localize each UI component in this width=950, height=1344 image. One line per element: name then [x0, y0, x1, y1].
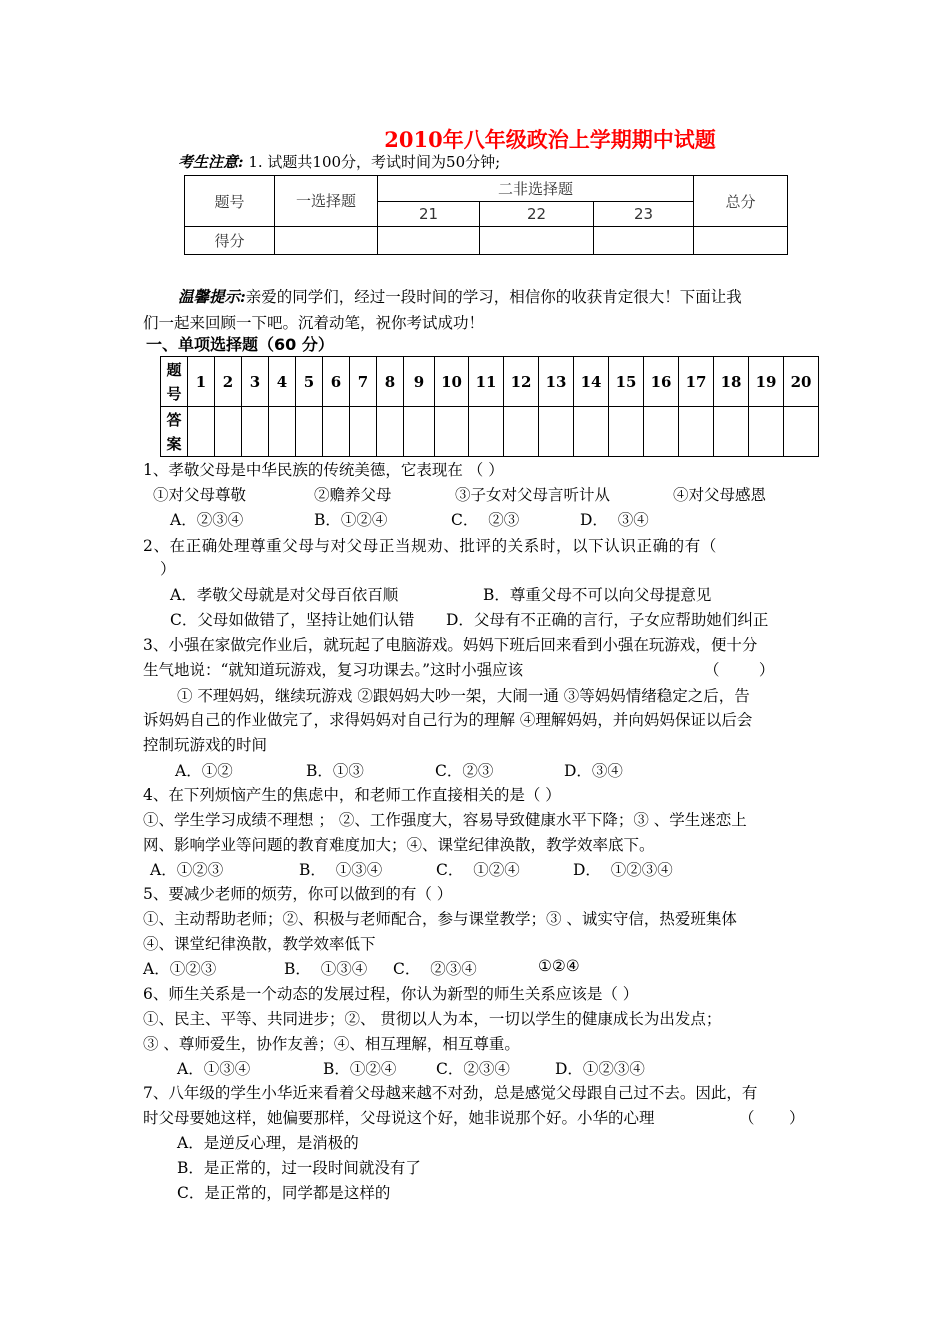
- q4-option: D． ①②③④: [573, 861, 673, 879]
- question-2-stem-end: ）: [160, 560, 176, 578]
- answer-cell: [574, 407, 609, 457]
- q1-option: C． ②③: [451, 511, 520, 529]
- answer-cell: [714, 407, 749, 457]
- q1-option: B．①②④: [314, 511, 388, 529]
- notice-text: 1. 试题共100分，考试时间为50分钟;: [248, 153, 501, 171]
- answer-head-char: 号: [166, 384, 182, 403]
- answer-cell: [242, 407, 269, 457]
- score-table-part2: 二非选择题: [378, 176, 694, 202]
- answer-cell: [679, 407, 714, 457]
- q7-option: C．是正常的，同学都是这样的: [177, 1184, 391, 1202]
- answer-number-20: 20: [784, 357, 819, 407]
- q5-option: B． ①③④: [284, 960, 368, 978]
- q4-items: ①、学生学习成绩不理想 ； ②、工作强度大，容易导致健康水平下降；③ 、学生迷恋上: [143, 811, 747, 829]
- answer-number-2: 2: [215, 357, 242, 407]
- question-3-stem: 3、小强在家做完作业后，就玩起了电脑游戏。妈妈下班后回来看到小强在玩游戏，便十分: [143, 636, 758, 654]
- answer-cell: [644, 407, 679, 457]
- q3-option: A．①②: [175, 762, 233, 780]
- score-cell: [694, 227, 788, 255]
- answer-cell: [609, 407, 644, 457]
- q7-option: A．是逆反心理，是消极的: [177, 1134, 359, 1152]
- answer-number-15: 15: [609, 357, 644, 407]
- answer-head-char: 答: [166, 410, 182, 429]
- answer-number-4: 4: [269, 357, 296, 407]
- answer-number-16: 16: [644, 357, 679, 407]
- answer-number-19: 19: [749, 357, 784, 407]
- answer-number-5: 5: [296, 357, 323, 407]
- answer-cell: [377, 407, 404, 457]
- q4-option: B． ①③④: [299, 861, 383, 879]
- q1-option: D． ③④: [580, 511, 649, 529]
- q6-option: B．①②④: [323, 1060, 397, 1078]
- q1-item: ④对父母感恩: [673, 486, 767, 504]
- answer-number-7: 7: [350, 357, 377, 407]
- answer-number-14: 14: [574, 357, 609, 407]
- answer-table-head: [161, 357, 188, 407]
- q5-option: A．①②③: [143, 960, 217, 978]
- q1-item: ①对父母尊敬: [153, 486, 247, 504]
- q1-item: ③子女对父母言听计从: [455, 486, 611, 504]
- exam-notice: [178, 151, 500, 172]
- score-table-q23: 23: [594, 202, 694, 227]
- answer-head-char: 题: [166, 360, 182, 379]
- question-2-stem: 2、在正确处理尊重父母与对父母正当规劝、批评的关系时，以下认识正确的有（: [143, 537, 717, 555]
- answer-cell: [215, 407, 242, 457]
- answer-cell: [539, 407, 574, 457]
- question-5-stem: 5、要减少老师的烦劳，你可以做到的有（ ）: [143, 885, 453, 903]
- page-title: 2010年八年级政治上学期期中试题: [384, 127, 716, 152]
- score-table-tihao: 题号: [185, 176, 275, 227]
- answer-number-18: 18: [714, 357, 749, 407]
- q2-option: B．尊重父母不可以向父母提意见: [483, 586, 712, 604]
- answer-table-head: [161, 407, 188, 457]
- score-cell: [378, 227, 480, 255]
- answer-cell: [350, 407, 377, 457]
- q5-option: ①②④: [538, 957, 580, 975]
- answer-cell: [269, 407, 296, 457]
- answer-number-12: 12: [504, 357, 539, 407]
- q5-items: ④、课堂纪律涣散，教学效率低下: [143, 935, 376, 953]
- score-table-q21: 21: [378, 202, 480, 227]
- q6-items: ③ 、尊师爱生，协作友善；④、相互理解，相互尊重。: [143, 1035, 520, 1053]
- score-table: [184, 175, 788, 255]
- q3-option: C．②③: [435, 762, 494, 780]
- q3-answer-paren: （ ）: [704, 661, 775, 679]
- answer-cell: [435, 407, 469, 457]
- answer-cell: [296, 407, 323, 457]
- q5-items: ①、主动帮助老师；②、积极与老师配合，参与课堂教学；③ 、诚实守信，热爱班集体: [143, 910, 737, 928]
- score-cell: [275, 227, 378, 255]
- answer-table: [160, 356, 819, 457]
- answer-cell: [404, 407, 435, 457]
- answer-cell: [323, 407, 350, 457]
- q6-option: C．②③④: [436, 1060, 510, 1078]
- score-table-defen: 得分: [185, 227, 275, 255]
- score-cell: [594, 227, 694, 255]
- question-6-stem: 6、师生关系是一个动态的发展过程，你认为新型的师生关系应该是（ ）: [143, 985, 639, 1003]
- q7-option: B．是正常的，过一段时间就没有了: [177, 1159, 421, 1177]
- section-heading: 一、单项选择题（60 分）: [146, 335, 334, 354]
- answer-cell: [469, 407, 504, 457]
- question-7-stem: 时父母要她这样，她偏要那样，父母说这个好，她非说那个好。小华的心理: [143, 1109, 655, 1127]
- score-cell: [480, 227, 594, 255]
- answer-cell: [504, 407, 539, 457]
- answer-cell: [188, 407, 215, 457]
- q3-option: D．③④: [564, 762, 623, 780]
- q4-items: 网、影响学业等问题的教育难度加大；④、课堂纪律涣散，教学效率底下。: [143, 836, 655, 854]
- answer-number-10: 10: [435, 357, 469, 407]
- warm-tip: [143, 284, 808, 336]
- q6-option: D．①②③④: [555, 1060, 645, 1078]
- answer-number-9: 9: [404, 357, 435, 407]
- score-table-q22: 22: [480, 202, 594, 227]
- question-4-stem: 4、在下列烦恼产生的焦虑中，和老师工作直接相关的是（ ）: [143, 786, 561, 804]
- question-3-stem: 生气地说：“就知道玩游戏，复习功课去。”这时小强应该: [143, 661, 524, 679]
- q3-option: B．①③: [306, 762, 364, 780]
- answer-number-17: 17: [679, 357, 714, 407]
- answer-head-char: 案: [166, 434, 182, 453]
- q3-items: ① 不理妈妈，继续玩游戏 ②跟妈妈大吵一架，大闹一通 ③等妈妈情绪稳定之后，告: [177, 687, 750, 705]
- q2-option: D．父母有不正确的言行，子女应帮助她们纠正: [446, 611, 769, 629]
- answer-number-1: 1: [188, 357, 215, 407]
- q4-option: A．①②③: [150, 861, 224, 879]
- q3-items: 控制玩游戏的时间: [143, 736, 268, 754]
- tip-line2: 们一起来回顾一下吧。沉着动笔，祝你考试成功！: [143, 314, 485, 332]
- tip-line1: 亲爱的同学们，经过一段时间的学习，相信你的收获肯定很大！下面让我: [245, 288, 742, 306]
- q4-option: C． ①②④: [436, 861, 520, 879]
- q1-item: ②赡养父母: [314, 486, 392, 504]
- answer-number-11: 11: [469, 357, 504, 407]
- q6-option: A．①③④: [177, 1060, 251, 1078]
- q1-option: A．②③④: [170, 511, 244, 529]
- answer-number-8: 8: [377, 357, 404, 407]
- answer-number-3: 3: [242, 357, 269, 407]
- q2-option: A．孝敬父母就是对父母百依百顺: [170, 586, 399, 604]
- q6-items: ①、民主、平等、共同进步；②、 贯彻以人为本，一切以学生的健康成长为出发点；: [143, 1010, 722, 1028]
- answer-number-6: 6: [323, 357, 350, 407]
- score-table-total: 总分: [694, 176, 788, 227]
- q2-option: C．父母如做错了，坚持让她们认错: [170, 611, 415, 629]
- tip-label: 温馨提示:: [178, 287, 246, 306]
- answer-cell: [749, 407, 784, 457]
- notice-label: 考生注意:: [178, 153, 244, 171]
- answer-cell: [784, 407, 819, 457]
- answer-number-13: 13: [539, 357, 574, 407]
- q5-option: C． ②③④: [393, 960, 477, 978]
- score-table-part1: 一选择题: [275, 176, 378, 227]
- q3-items: 诉妈妈自己的作业做完了，求得妈妈对自己行为的理解 ④理解妈妈，并向妈妈保证以后会: [143, 711, 753, 729]
- question-1-stem: 1、孝敬父母是中华民族的传统美德，它表现在 （ ）: [143, 461, 504, 479]
- q7-answer-paren: （ ）: [739, 1109, 805, 1127]
- question-7-stem: 7、八年级的学生小华近来看着父母越来越不对劲，总是感觉父母跟自己过不去。因此，有: [143, 1084, 758, 1102]
